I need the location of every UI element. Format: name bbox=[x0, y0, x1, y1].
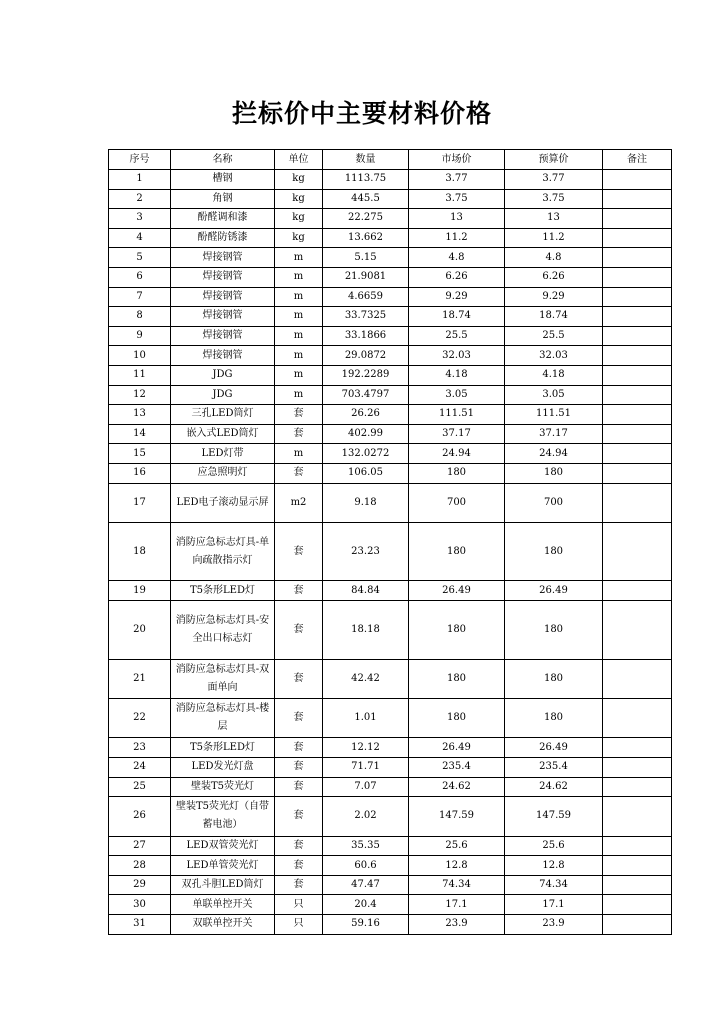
cell-market-price: 3.75 bbox=[409, 189, 505, 209]
table-row bbox=[109, 483, 672, 522]
table-row bbox=[109, 915, 672, 935]
cell-qty: 33.1866 bbox=[323, 326, 409, 346]
cell-market-price: 24.62 bbox=[409, 777, 505, 797]
cell-unit: 套 bbox=[275, 424, 323, 444]
cell-unit: kg bbox=[275, 209, 323, 229]
cell-note bbox=[603, 267, 672, 287]
cell-unit: 套 bbox=[275, 405, 323, 425]
cell-unit: 套 bbox=[275, 699, 323, 738]
cell-unit: m bbox=[275, 385, 323, 405]
cell-no: 2 bbox=[109, 189, 171, 209]
cell-qty: 21.9081 bbox=[323, 267, 409, 287]
cell-qty: 2.02 bbox=[323, 797, 409, 836]
cell-market-price: 24.94 bbox=[409, 444, 505, 464]
cell-name: LED电子滚动显示屏 bbox=[171, 483, 275, 522]
cell-budget-price: 17.1 bbox=[505, 895, 603, 915]
cell-name: LED发光灯盘 bbox=[171, 758, 275, 778]
cell-name: 焊接钢管 bbox=[171, 287, 275, 307]
cell-market-price: 12.8 bbox=[409, 856, 505, 876]
cell-market-price: 74.34 bbox=[409, 875, 505, 895]
cell-name: 消防应急标志灯具-双面单向 bbox=[171, 659, 275, 698]
cell-qty: 33.7325 bbox=[323, 307, 409, 327]
cell-name: T5条形LED灯 bbox=[171, 738, 275, 758]
cell-market-price: 4.8 bbox=[409, 248, 505, 268]
cell-budget-price: 4.18 bbox=[505, 365, 603, 385]
cell-name: 焊接钢管 bbox=[171, 267, 275, 287]
header-qty: 数量 bbox=[323, 150, 409, 170]
cell-budget-price: 180 bbox=[505, 463, 603, 483]
header-name: 名称 bbox=[171, 150, 275, 170]
cell-no: 4 bbox=[109, 228, 171, 248]
cell-unit: 只 bbox=[275, 895, 323, 915]
cell-no: 13 bbox=[109, 405, 171, 425]
cell-qty: 7.07 bbox=[323, 777, 409, 797]
cell-unit: m bbox=[275, 346, 323, 366]
cell-note bbox=[603, 444, 672, 464]
cell-qty: 13.662 bbox=[323, 228, 409, 248]
table-row bbox=[109, 444, 672, 464]
cell-qty: 1113.75 bbox=[323, 170, 409, 190]
cell-unit: 套 bbox=[275, 797, 323, 836]
cell-unit: 套 bbox=[275, 659, 323, 698]
table-row bbox=[109, 365, 672, 385]
cell-name: JDG bbox=[171, 365, 275, 385]
cell-name: 酚醛调和漆 bbox=[171, 209, 275, 229]
header-budget-price: 预算价 bbox=[505, 150, 603, 170]
cell-note bbox=[603, 287, 672, 307]
cell-note bbox=[603, 385, 672, 405]
cell-qty: 23.23 bbox=[323, 522, 409, 581]
cell-budget-price: 111.51 bbox=[505, 405, 603, 425]
cell-qty: 71.71 bbox=[323, 758, 409, 778]
cell-no: 28 bbox=[109, 856, 171, 876]
cell-market-price: 180 bbox=[409, 463, 505, 483]
cell-name: 焊接钢管 bbox=[171, 307, 275, 327]
cell-note bbox=[603, 170, 672, 190]
cell-qty: 132.0272 bbox=[323, 444, 409, 464]
materials-table bbox=[108, 149, 672, 935]
cell-market-price: 180 bbox=[409, 601, 505, 660]
cell-no: 5 bbox=[109, 248, 171, 268]
cell-budget-price: 11.2 bbox=[505, 228, 603, 248]
cell-note bbox=[603, 189, 672, 209]
table-row bbox=[109, 522, 672, 581]
cell-qty: 5.15 bbox=[323, 248, 409, 268]
cell-note bbox=[603, 581, 672, 601]
cell-unit: m bbox=[275, 444, 323, 464]
cell-qty: 12.12 bbox=[323, 738, 409, 758]
cell-market-price: 147.59 bbox=[409, 797, 505, 836]
table-row bbox=[109, 856, 672, 876]
cell-qty: 26.26 bbox=[323, 405, 409, 425]
cell-budget-price: 6.26 bbox=[505, 267, 603, 287]
table-row bbox=[109, 287, 672, 307]
cell-unit: 套 bbox=[275, 601, 323, 660]
cell-name: 双孔斗胆LED筒灯 bbox=[171, 875, 275, 895]
cell-name: 嵌入式LED筒灯 bbox=[171, 424, 275, 444]
cell-note bbox=[603, 659, 672, 698]
cell-market-price: 32.03 bbox=[409, 346, 505, 366]
cell-no: 24 bbox=[109, 758, 171, 778]
cell-budget-price: 18.74 bbox=[505, 307, 603, 327]
cell-budget-price: 25.5 bbox=[505, 326, 603, 346]
cell-name: 焊接钢管 bbox=[171, 326, 275, 346]
table-row bbox=[109, 170, 672, 190]
cell-budget-price: 9.29 bbox=[505, 287, 603, 307]
cell-note bbox=[603, 326, 672, 346]
cell-no: 6 bbox=[109, 267, 171, 287]
cell-name: LED灯带 bbox=[171, 444, 275, 464]
cell-note bbox=[603, 797, 672, 836]
header-market-price: 市场价 bbox=[409, 150, 505, 170]
table-row bbox=[109, 209, 672, 229]
cell-note bbox=[603, 424, 672, 444]
cell-market-price: 180 bbox=[409, 659, 505, 698]
cell-budget-price: 24.62 bbox=[505, 777, 603, 797]
cell-unit: 套 bbox=[275, 875, 323, 895]
cell-no: 12 bbox=[109, 385, 171, 405]
cell-unit: 只 bbox=[275, 915, 323, 935]
cell-market-price: 26.49 bbox=[409, 581, 505, 601]
cell-market-price: 13 bbox=[409, 209, 505, 229]
table-header-row bbox=[109, 150, 672, 170]
header-no: 序号 bbox=[109, 150, 171, 170]
cell-no: 15 bbox=[109, 444, 171, 464]
cell-qty: 29.0872 bbox=[323, 346, 409, 366]
cell-market-price: 25.5 bbox=[409, 326, 505, 346]
cell-qty: 22.275 bbox=[323, 209, 409, 229]
cell-budget-price: 74.34 bbox=[505, 875, 603, 895]
cell-budget-price: 13 bbox=[505, 209, 603, 229]
cell-no: 27 bbox=[109, 836, 171, 856]
cell-unit: m bbox=[275, 365, 323, 385]
cell-budget-price: 32.03 bbox=[505, 346, 603, 366]
table-row bbox=[109, 228, 672, 248]
cell-no: 19 bbox=[109, 581, 171, 601]
cell-qty: 59.16 bbox=[323, 915, 409, 935]
cell-name: 消防应急标志灯具-安全出口标志灯 bbox=[171, 601, 275, 660]
cell-no: 9 bbox=[109, 326, 171, 346]
cell-budget-price: 180 bbox=[505, 699, 603, 738]
cell-budget-price: 3.77 bbox=[505, 170, 603, 190]
cell-budget-price: 23.9 bbox=[505, 915, 603, 935]
cell-no: 20 bbox=[109, 601, 171, 660]
cell-name: 壁装T5荧光灯 bbox=[171, 777, 275, 797]
cell-unit: m bbox=[275, 326, 323, 346]
cell-unit: 套 bbox=[275, 758, 323, 778]
cell-budget-price: 4.8 bbox=[505, 248, 603, 268]
cell-name: 酚醛防锈漆 bbox=[171, 228, 275, 248]
table-row bbox=[109, 463, 672, 483]
cell-market-price: 111.51 bbox=[409, 405, 505, 425]
cell-qty: 60.6 bbox=[323, 856, 409, 876]
table-row bbox=[109, 777, 672, 797]
cell-note bbox=[603, 915, 672, 935]
cell-no: 17 bbox=[109, 483, 171, 522]
cell-note bbox=[603, 463, 672, 483]
cell-qty: 47.47 bbox=[323, 875, 409, 895]
cell-no: 8 bbox=[109, 307, 171, 327]
cell-no: 25 bbox=[109, 777, 171, 797]
cell-qty: 445.5 bbox=[323, 189, 409, 209]
table-row bbox=[109, 307, 672, 327]
cell-unit: 套 bbox=[275, 463, 323, 483]
table-row bbox=[109, 189, 672, 209]
cell-budget-price: 24.94 bbox=[505, 444, 603, 464]
cell-name: 消防应急标志灯具-楼层 bbox=[171, 699, 275, 738]
cell-no: 31 bbox=[109, 915, 171, 935]
cell-budget-price: 700 bbox=[505, 483, 603, 522]
cell-no: 7 bbox=[109, 287, 171, 307]
cell-unit: 套 bbox=[275, 856, 323, 876]
cell-unit: kg bbox=[275, 228, 323, 248]
cell-note bbox=[603, 209, 672, 229]
cell-qty: 35.35 bbox=[323, 836, 409, 856]
cell-note bbox=[603, 601, 672, 660]
cell-note bbox=[603, 856, 672, 876]
cell-qty: 192.2289 bbox=[323, 365, 409, 385]
cell-market-price: 700 bbox=[409, 483, 505, 522]
table-row bbox=[109, 659, 672, 698]
cell-budget-price: 3.75 bbox=[505, 189, 603, 209]
table-row bbox=[109, 346, 672, 366]
cell-qty: 4.6659 bbox=[323, 287, 409, 307]
cell-name: JDG bbox=[171, 385, 275, 405]
cell-note bbox=[603, 522, 672, 581]
cell-note bbox=[603, 405, 672, 425]
cell-unit: kg bbox=[275, 189, 323, 209]
cell-no: 30 bbox=[109, 895, 171, 915]
table-row bbox=[109, 424, 672, 444]
cell-market-price: 6.26 bbox=[409, 267, 505, 287]
table-row bbox=[109, 581, 672, 601]
cell-note bbox=[603, 699, 672, 738]
cell-qty: 84.84 bbox=[323, 581, 409, 601]
cell-note bbox=[603, 346, 672, 366]
table-row bbox=[109, 738, 672, 758]
cell-qty: 1.01 bbox=[323, 699, 409, 738]
cell-no: 11 bbox=[109, 365, 171, 385]
cell-market-price: 3.77 bbox=[409, 170, 505, 190]
cell-no: 26 bbox=[109, 797, 171, 836]
cell-name: 槽钢 bbox=[171, 170, 275, 190]
cell-market-price: 235.4 bbox=[409, 758, 505, 778]
cell-market-price: 9.29 bbox=[409, 287, 505, 307]
cell-market-price: 17.1 bbox=[409, 895, 505, 915]
cell-name: LED单管荧光灯 bbox=[171, 856, 275, 876]
cell-name: 应急照明灯 bbox=[171, 463, 275, 483]
cell-market-price: 180 bbox=[409, 699, 505, 738]
header-note: 备注 bbox=[603, 150, 672, 170]
table-row bbox=[109, 601, 672, 660]
cell-qty: 703.4797 bbox=[323, 385, 409, 405]
table-row bbox=[109, 699, 672, 738]
cell-note bbox=[603, 777, 672, 797]
table-row bbox=[109, 875, 672, 895]
cell-budget-price: 147.59 bbox=[505, 797, 603, 836]
cell-note bbox=[603, 836, 672, 856]
cell-unit: 套 bbox=[275, 581, 323, 601]
table-row bbox=[109, 385, 672, 405]
cell-name: 焊接钢管 bbox=[171, 248, 275, 268]
cell-no: 21 bbox=[109, 659, 171, 698]
cell-budget-price: 37.17 bbox=[505, 424, 603, 444]
cell-no: 3 bbox=[109, 209, 171, 229]
cell-note bbox=[603, 307, 672, 327]
cell-name: 单联单控开关 bbox=[171, 895, 275, 915]
cell-unit: m bbox=[275, 287, 323, 307]
cell-name: T5条形LED灯 bbox=[171, 581, 275, 601]
cell-budget-price: 180 bbox=[505, 522, 603, 581]
cell-unit: kg bbox=[275, 170, 323, 190]
cell-market-price: 180 bbox=[409, 522, 505, 581]
cell-budget-price: 26.49 bbox=[505, 581, 603, 601]
cell-qty: 18.18 bbox=[323, 601, 409, 660]
table-row bbox=[109, 248, 672, 268]
cell-note bbox=[603, 758, 672, 778]
cell-qty: 106.05 bbox=[323, 463, 409, 483]
cell-name: 双联单控开关 bbox=[171, 915, 275, 935]
cell-no: 18 bbox=[109, 522, 171, 581]
cell-note bbox=[603, 895, 672, 915]
cell-name: 三孔LED筒灯 bbox=[171, 405, 275, 425]
cell-unit: 套 bbox=[275, 836, 323, 856]
cell-no: 1 bbox=[109, 170, 171, 190]
cell-qty: 9.18 bbox=[323, 483, 409, 522]
cell-market-price: 11.2 bbox=[409, 228, 505, 248]
cell-no: 22 bbox=[109, 699, 171, 738]
cell-note bbox=[603, 875, 672, 895]
cell-unit: m2 bbox=[275, 483, 323, 522]
cell-note bbox=[603, 738, 672, 758]
table-row bbox=[109, 758, 672, 778]
cell-market-price: 26.49 bbox=[409, 738, 505, 758]
cell-market-price: 3.05 bbox=[409, 385, 505, 405]
cell-market-price: 37.17 bbox=[409, 424, 505, 444]
cell-budget-price: 3.05 bbox=[505, 385, 603, 405]
cell-unit: 套 bbox=[275, 777, 323, 797]
cell-name: 壁装T5荧光灯（自带蓄电池） bbox=[171, 797, 275, 836]
cell-market-price: 18.74 bbox=[409, 307, 505, 327]
table-row bbox=[109, 326, 672, 346]
table-row bbox=[109, 836, 672, 856]
cell-unit: m bbox=[275, 307, 323, 327]
cell-budget-price: 180 bbox=[505, 601, 603, 660]
cell-budget-price: 25.6 bbox=[505, 836, 603, 856]
cell-name: 角钢 bbox=[171, 189, 275, 209]
cell-budget-price: 26.49 bbox=[505, 738, 603, 758]
cell-budget-price: 12.8 bbox=[505, 856, 603, 876]
cell-unit: 套 bbox=[275, 738, 323, 758]
cell-note bbox=[603, 248, 672, 268]
cell-qty: 402.99 bbox=[323, 424, 409, 444]
cell-qty: 20.4 bbox=[323, 895, 409, 915]
table-row bbox=[109, 267, 672, 287]
header-unit: 单位 bbox=[275, 150, 323, 170]
cell-no: 23 bbox=[109, 738, 171, 758]
table-row bbox=[109, 895, 672, 915]
cell-name: 消防应急标志灯具-单向疏散指示灯 bbox=[171, 522, 275, 581]
cell-unit: m bbox=[275, 267, 323, 287]
table-row bbox=[109, 797, 672, 836]
cell-market-price: 23.9 bbox=[409, 915, 505, 935]
cell-budget-price: 235.4 bbox=[505, 758, 603, 778]
table-row bbox=[109, 405, 672, 425]
cell-qty: 42.42 bbox=[323, 659, 409, 698]
cell-note bbox=[603, 365, 672, 385]
cell-name: LED双管荧光灯 bbox=[171, 836, 275, 856]
cell-name: 焊接钢管 bbox=[171, 346, 275, 366]
cell-no: 29 bbox=[109, 875, 171, 895]
cell-unit: 套 bbox=[275, 522, 323, 581]
cell-no: 16 bbox=[109, 463, 171, 483]
cell-unit: m bbox=[275, 248, 323, 268]
cell-no: 14 bbox=[109, 424, 171, 444]
cell-note bbox=[603, 228, 672, 248]
cell-market-price: 25.6 bbox=[409, 836, 505, 856]
page-title: 拦标价中主要材料价格 bbox=[231, 99, 492, 128]
cell-no: 10 bbox=[109, 346, 171, 366]
cell-market-price: 4.18 bbox=[409, 365, 505, 385]
cell-note bbox=[603, 483, 672, 522]
cell-budget-price: 180 bbox=[505, 659, 603, 698]
